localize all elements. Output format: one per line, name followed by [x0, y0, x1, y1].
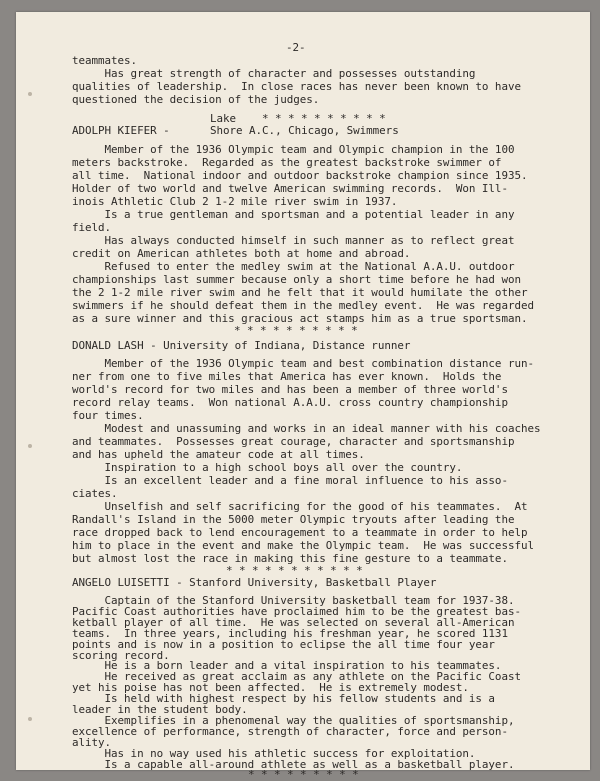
entry-line: scoring record.: [72, 648, 170, 662]
entry-line: leader in the student body.: [72, 703, 248, 716]
entry-line: four times.: [72, 409, 144, 422]
entry-line: him to place in the event and make the Olympic team. He was successful: [72, 539, 534, 552]
entry-line: yet his poise has not been affected. He is extremely modest.: [72, 681, 469, 695]
entry-line: He is a born leader and a vital inspiration to his teammates.: [72, 659, 502, 673]
entry-line: inois Athletic Club 2 1-2 mile river swim in 1937.: [72, 195, 398, 208]
separator: * * * * * * * * * *: [234, 324, 358, 337]
entry-line: Is a capable all-around athlete as well as a basketball player.: [72, 757, 515, 771]
entry-line: Captain of the Stanford University basketball team for 1937-38.: [72, 594, 515, 607]
entry-line: Refused to enter the medley swim at the National A.A.U. outdoor: [72, 260, 515, 273]
handwritten-insert: Lake: [210, 112, 237, 125]
entry-line: Has in no way used his athletic success for exploitation.: [72, 746, 476, 760]
athlete-name: ADOLPH KIEFER -: [72, 124, 170, 137]
punch-hole: [28, 717, 32, 721]
entry-line: championships last summer because only a short time before he had won: [72, 273, 521, 286]
entry-line: Unselfish and self sacrificing for the good of his teammates. At: [72, 500, 528, 513]
entry-line: as a sure winner and this gracious act stamps him as a true sportsman.: [72, 312, 528, 325]
intro-line: Has great strength of character and possesses outstanding: [72, 67, 476, 80]
entry-line: Is an excellent leader and a fine moral influence to his asso-: [72, 474, 508, 487]
entry-line: Pacific Coast authorities have proclaimed him to be the greatest bas-: [72, 604, 521, 618]
entry-line: the 2 1-2 mile river swim and he felt that it would humilate the other: [72, 286, 528, 299]
entry-line: field.: [72, 221, 112, 234]
entry-line: record relay teams. Won national A.A.U. cross country championship: [72, 396, 508, 409]
entry-line: ner from one to five miles that America has ever known. Holds the: [72, 370, 502, 383]
entry-line: race dropped back to lend encouragement to a teammate in order to help: [72, 526, 528, 539]
entry-line: Exemplifies in a phenomenal way the qualities of sportsmanship,: [72, 713, 515, 727]
entry-line: Is a true gentleman and sportsman and a potential leader in any: [72, 208, 515, 221]
entry-line: world's record for two miles and has been a member of three world's: [72, 383, 508, 396]
entry-line: Holder of two world and twelve American swimming records. Won Ill-: [72, 182, 508, 195]
entry-line: Member of the 1936 Olympic team and best combination distance run-: [72, 357, 534, 370]
punch-hole: [28, 444, 32, 448]
entry-line: ality.: [72, 735, 112, 749]
entry-line: teams. In three years, including his freshman year, he scored 1131: [72, 626, 508, 640]
intro-line: questioned the decision of the judges.: [72, 93, 320, 106]
entry-line: all time. National indoor and outdoor backstroke champion since 1935.: [72, 169, 528, 182]
athlete-name: ANGELO LUISETTI - Stanford University, Basketball Player: [72, 576, 437, 589]
page-number: -2-: [286, 41, 306, 54]
entry-line: meters backstroke. Regarded as the greatest backstroke swimmer of: [72, 156, 502, 169]
entry-line: swimmers if he should defeat them in the medley event. He was regarded: [72, 299, 534, 312]
entry-line: but almost lost the race in making this fine gesture to a teammate.: [72, 552, 508, 565]
entry-line: ketball player of all time. He was selected on several all-American: [72, 615, 515, 629]
entry-line: Member of the 1936 Olympic team and Olympic champion in the 100: [72, 143, 515, 156]
entry-line: credit on American athletes both at home and abroad.: [72, 247, 411, 260]
athlete-name: DONALD LASH - University of Indiana, Distance runner: [72, 339, 411, 352]
entry-line: ciates.: [72, 487, 118, 500]
entry-line: He received as great acclaim as any athlete on the Pacific Coast: [72, 670, 521, 684]
separator: * * * * * * * * *: [248, 768, 359, 781]
entry-line: Inspiration to a high school boys all over the country.: [72, 461, 463, 474]
entry-line: Randall's Island in the 5000 meter Olympic tryouts after leading the: [72, 513, 515, 526]
entry-line: excellence of performance, strength of character, force and person-: [72, 724, 508, 738]
separator: * * * * * * * * * * *: [226, 564, 363, 577]
athlete-affiliation: Shore A.C., Chicago, Swimmers: [210, 124, 399, 137]
entry-line: and has upheld the amateur code at all times.: [72, 448, 365, 461]
separator: * * * * * * * * * *: [262, 112, 386, 125]
entry-line: points and is now in a position to eclipse the all time four year: [72, 637, 495, 651]
entry-line: and teammates. Possesses great courage, character and sportsmanship: [72, 435, 515, 448]
entry-line: Is held with highest respect by his fellow students and is a: [72, 692, 495, 706]
entry-line: Has always conducted himself in such manner as to reflect great: [72, 234, 515, 247]
intro-line: qualities of leadership. In close races has never been known to have: [72, 80, 521, 93]
intro-line: teammates.: [72, 54, 138, 67]
punch-hole: [28, 92, 32, 96]
entry-line: Modest and unassuming and works in an ideal manner with his coaches: [72, 422, 541, 435]
